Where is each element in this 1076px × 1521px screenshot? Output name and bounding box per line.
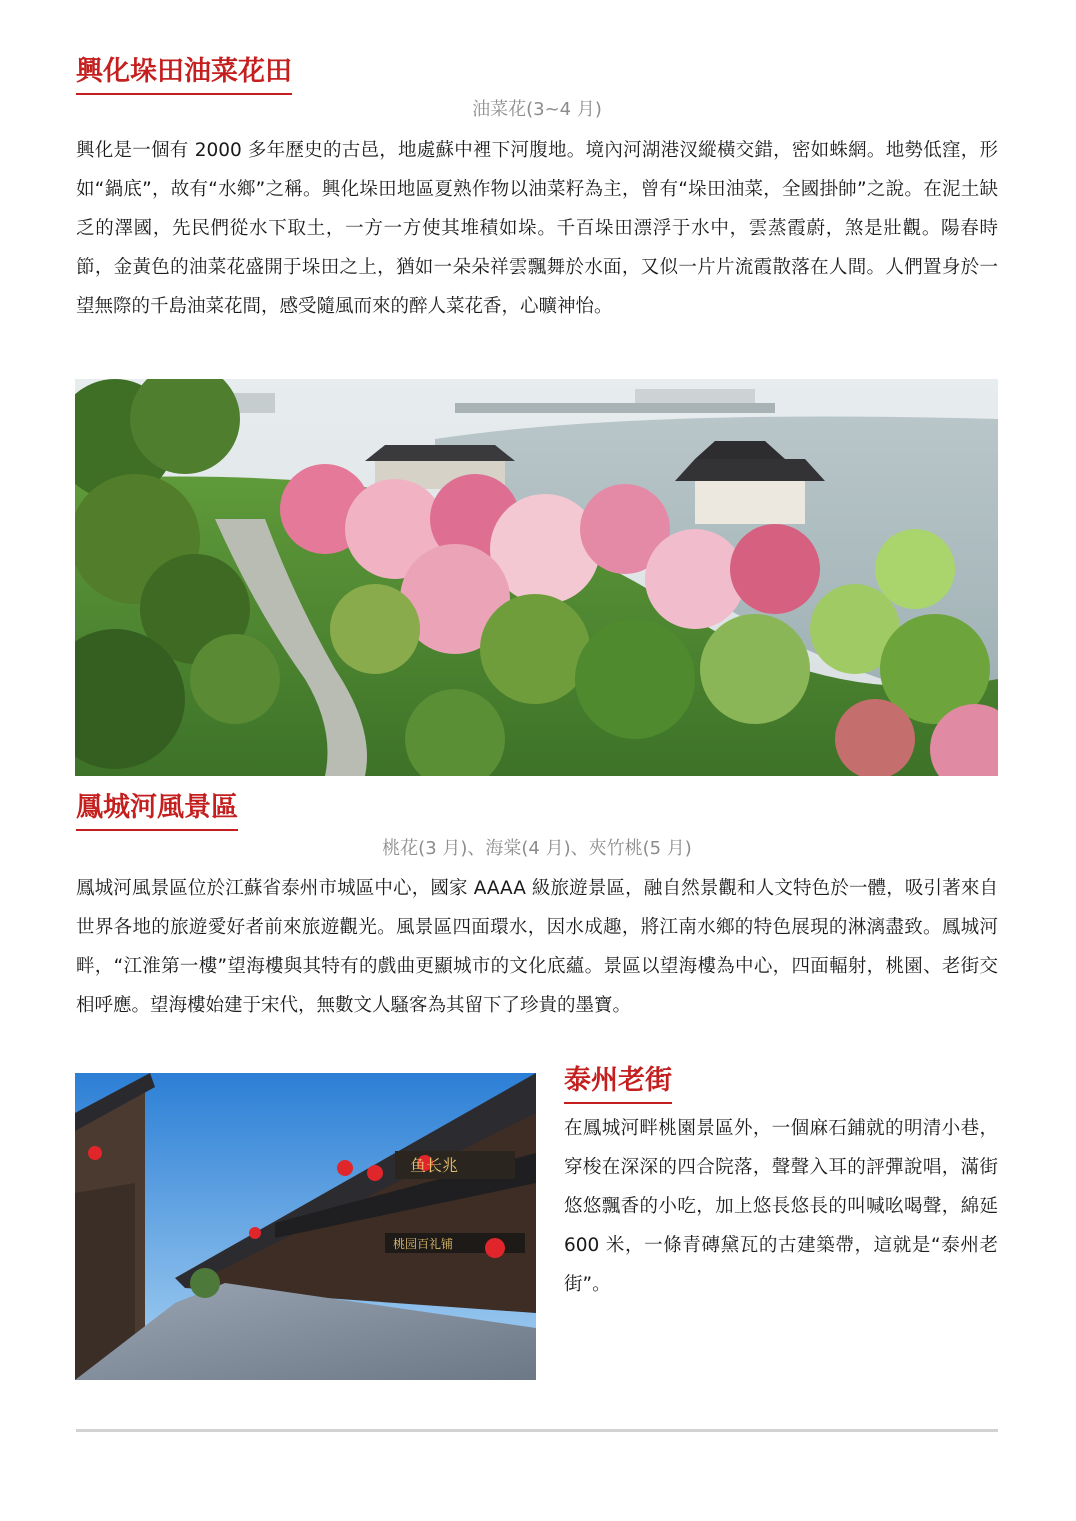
park-sign-text: 鱼长兆: [410, 1156, 459, 1175]
season-subtitle-xinghua: 油菜花(3~4 月): [472, 99, 602, 120]
garden-lake-photo: [75, 379, 998, 776]
paragraph-xinghua: 興化是一個有 2000 多年歷史的古邑，地處蘇中裡下河腹地。境內河湖港汊縱橫交錯，密如蛛網。地勢低窪，形如“鍋底”，故有“水鄉”之稱。興化垛田地區夏熟作物以油菜籽為主，曾有“垛田油菜，全國掛帥”之說。在泥土缺乏的澤國，先民們從水下取土，一方一方使其堆積如垛。千百垛田漂浮于水中，雲蒸霞蔚，煞是壯觀。陽春時節，金黃色的油菜花盛開于垛田之上，猶如一朵朵祥雲飄舞於水面，又似一片片流霞散落在人間。人們置身於一望無際的千島油菜花間，感受隨風而來的醉人菜花香，心曠神怡。: [76, 140, 998, 317]
section-title-fengcheng: 鳳城河風景區: [76, 792, 238, 831]
section-title-old-street: 泰州老街: [564, 1065, 672, 1104]
paragraph-old-street: 在鳳城河畔桃園景區外，一個麻石鋪就的明清小巷，穿梭在深深的四合院落，聲聲入耳的評彈說唱，滿街悠悠飄香的小吃，加上悠長悠長的叫喊吆喝聲，綿延 600 米，一條青磚黛瓦的古建築帶，這就是“泰州老街”。: [564, 1118, 998, 1295]
paragraph-fengcheng: 鳳城河風景區位於江蘇省泰州市城區中心，國家 AAAA 級旅遊景區，融自然景觀和人文特色於一體，吸引著來自世界各地的旅遊愛好者前來旅遊觀光。風景區四面環水，因水成趣，將江南水鄉的特色展現的淋漓盡致。鳳城河畔，“江淮第一樓”望海樓與其特有的戲曲更顯城市的文化底蘊。景區以望海樓為中心，四面輻射，桃園、老街交相呼應。望海樓始建于宋代，無數文人騷客為其留下了珍貴的墨寶。: [76, 878, 998, 1016]
footer-divider: [76, 1429, 998, 1432]
old-street-photo: [75, 1073, 536, 1380]
shop-sign-text: 桃园百礼铺: [393, 1237, 454, 1251]
season-subtitle-fengcheng: 桃花(3 月)、海棠(4 月)、夾竹桃(5 月): [382, 838, 692, 859]
section-title-xinghua: 興化垛田油菜花田: [76, 56, 292, 95]
